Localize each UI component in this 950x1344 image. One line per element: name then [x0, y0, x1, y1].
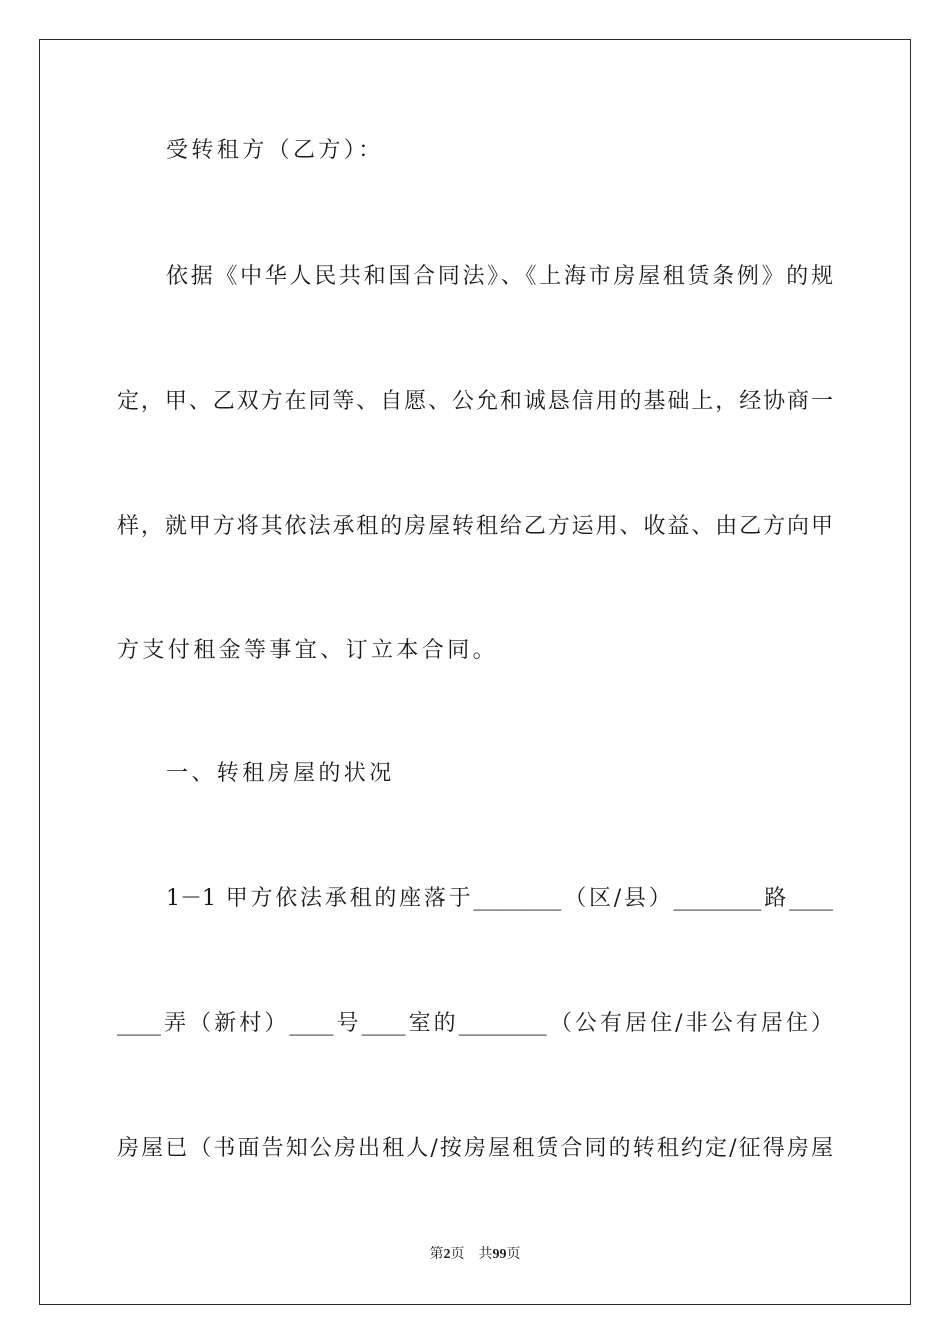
text-line-purpose: 样，就甲方将其依法承租的房屋转租给乙方运用、收益、由乙方向甲	[117, 514, 833, 539]
footer-current-page: 2	[443, 1247, 451, 1262]
footer-prefix: 第	[429, 1247, 444, 1262]
text-line-basis: 依据《中华人民共和国合同法》、《上海市房屋租赁条例》的规	[166, 264, 833, 289]
text-line-address: ____弄（新村）____号____室的________（公有居住/非公有居住）	[117, 1011, 833, 1036]
text-line-clause-1-1: 1－1 甲方依法承租的座落于________（区/县）________路____	[166, 886, 833, 911]
footer-page-unit: 页	[450, 1247, 465, 1262]
footer-total-unit: 页	[506, 1247, 521, 1262]
section-heading: 一、转租房屋的状况	[166, 761, 395, 786]
text-line-consent: 房屋已（书面告知公房出租人/按房屋租赁合同的转租约定/征得房屋	[117, 1136, 833, 1161]
text-line-sublessee: 受转租方（乙方）：	[166, 138, 384, 163]
page-footer	[0, 1246, 950, 1264]
footer-total-prefix: 共	[478, 1247, 493, 1262]
text-line-principles: 定，甲、乙双方在同等、自愿、公允和诚恳信用的基础上，经协商一	[117, 389, 833, 414]
page-border	[39, 39, 911, 1305]
footer-total-pages: 99	[492, 1247, 507, 1262]
text-line-conclusion: 方支付租金等事宜、订立本合同。	[117, 638, 499, 663]
